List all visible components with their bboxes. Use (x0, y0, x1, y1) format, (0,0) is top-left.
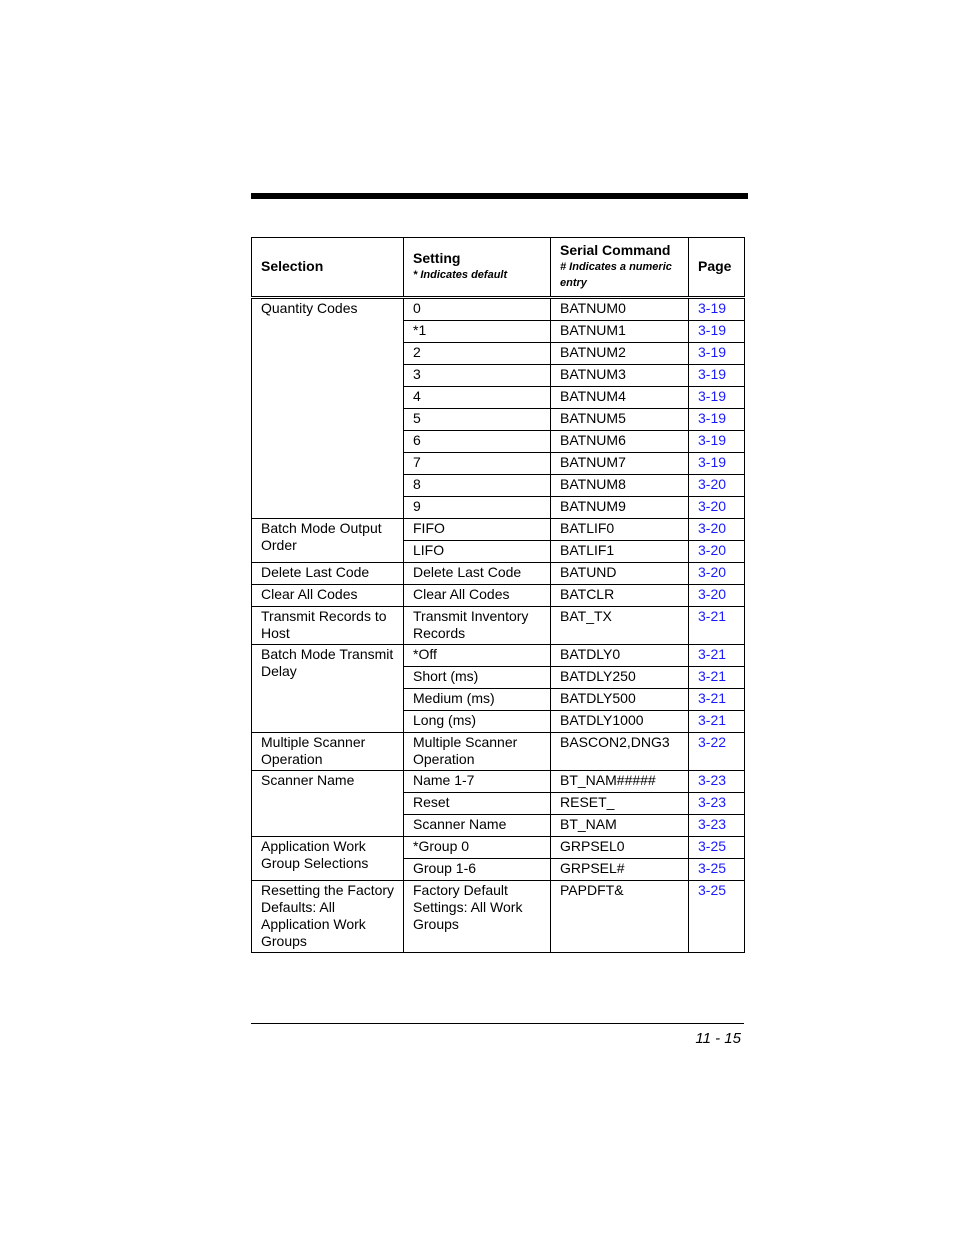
page-link[interactable]: 3-19 (698, 300, 727, 316)
page-link[interactable]: 3-21 (698, 690, 727, 706)
table-row (252, 733, 745, 771)
selection-cell: Scanner Name (252, 771, 404, 837)
setting-cell: 6 (404, 431, 551, 453)
page-cell (689, 645, 745, 667)
page-link[interactable]: 3-20 (698, 498, 727, 514)
serial-command-cell: BATDLY500 (551, 689, 689, 711)
serial-command-cell: BATCLR (551, 585, 689, 607)
page-link[interactable]: 3-19 (698, 322, 727, 338)
setting-cell: Short (ms) (404, 667, 551, 689)
setting-cell: 2 (404, 343, 551, 365)
selection-cell: Delete Last Code (252, 563, 404, 585)
header-serial-note: # Indicates a numeric entry (560, 261, 672, 289)
page-cell (689, 585, 745, 607)
table-row (252, 881, 745, 953)
page-link[interactable]: 3-22 (698, 734, 727, 750)
table-row (252, 837, 745, 859)
serial-command-cell: BATNUM8 (551, 475, 689, 497)
page-link[interactable]: 3-19 (698, 344, 727, 360)
serial-command-cell: BATUND (551, 563, 689, 585)
page-cell (689, 667, 745, 689)
page-link[interactable]: 3-25 (698, 838, 727, 854)
setting-cell: Transmit Inventory Records (404, 607, 551, 645)
page-link[interactable]: 3-21 (698, 646, 727, 662)
bottom-rule (251, 1023, 744, 1024)
page-link[interactable]: 3-21 (698, 668, 727, 684)
setting-cell: Multiple Scanner Operation (404, 733, 551, 771)
serial-command-cell: BATNUM5 (551, 409, 689, 431)
table-row (252, 519, 745, 541)
page-cell (689, 859, 745, 881)
serial-command-cell: BATNUM0 (551, 298, 689, 321)
page-cell (689, 771, 745, 793)
page-cell (689, 541, 745, 563)
setting-cell: Name 1-7 (404, 771, 551, 793)
page-cell (689, 837, 745, 859)
page-link[interactable]: 3-19 (698, 432, 727, 448)
serial-command-cell: BASCON2,DNG3 (551, 733, 689, 771)
page-cell (689, 298, 745, 321)
table-row (252, 585, 745, 607)
page-link[interactable]: 3-19 (698, 454, 727, 470)
page-cell (689, 519, 745, 541)
page-link[interactable]: 3-19 (698, 388, 727, 404)
page-link[interactable]: 3-19 (698, 410, 727, 426)
page-link[interactable]: 3-20 (698, 476, 727, 492)
page-cell (689, 343, 745, 365)
setting-cell: Group 1-6 (404, 859, 551, 881)
table-row (252, 298, 745, 321)
top-rule (251, 193, 748, 199)
selection-cell: Batch Mode Transmit Delay (252, 645, 404, 733)
page-cell (689, 881, 745, 953)
header-page: Page (689, 238, 745, 298)
selection-cell: Batch Mode Output Order (252, 519, 404, 563)
page-cell (689, 431, 745, 453)
header-setting: Setting * Indicates default (404, 238, 551, 298)
page-link[interactable]: 3-21 (698, 608, 727, 624)
selection-cell: Application Work Group Selections (252, 837, 404, 881)
page-cell (689, 793, 745, 815)
serial-command-cell: PAPDFT& (551, 881, 689, 953)
setting-cell: 0 (404, 298, 551, 321)
page-link[interactable]: 3-23 (698, 772, 727, 788)
serial-command-cell: BATNUM1 (551, 321, 689, 343)
selection-cell: Multiple Scanner Operation (252, 733, 404, 771)
serial-command-cell: BATNUM6 (551, 431, 689, 453)
serial-command-cell: BATLIF1 (551, 541, 689, 563)
page-link[interactable]: 3-19 (698, 366, 727, 382)
setting-cell: 5 (404, 409, 551, 431)
page-cell (689, 497, 745, 519)
serial-command-cell: BATNUM3 (551, 365, 689, 387)
serial-command-cell: GRPSEL0 (551, 837, 689, 859)
setting-cell: Clear All Codes (404, 585, 551, 607)
setting-cell: Reset (404, 793, 551, 815)
page-link[interactable]: 3-20 (698, 586, 727, 602)
serial-command-cell: GRPSEL# (551, 859, 689, 881)
setting-cell: Scanner Name (404, 815, 551, 837)
page-cell (689, 733, 745, 771)
page-link[interactable]: 3-20 (698, 520, 727, 536)
page-link[interactable]: 3-20 (698, 564, 727, 580)
serial-command-cell: BATNUM4 (551, 387, 689, 409)
page-cell (689, 711, 745, 733)
table-row (252, 771, 745, 793)
header-serial-command: Serial Command # Indicates a numeric entry (551, 238, 689, 298)
setting-cell: 3 (404, 365, 551, 387)
table-row (252, 607, 745, 645)
setting-cell: *Off (404, 645, 551, 667)
serial-command-cell: BATDLY250 (551, 667, 689, 689)
setting-cell: Medium (ms) (404, 689, 551, 711)
setting-cell: *1 (404, 321, 551, 343)
serial-command-cell: BAT_TX (551, 607, 689, 645)
serial-command-cell: BATDLY1000 (551, 711, 689, 733)
page-link[interactable]: 3-23 (698, 816, 727, 832)
setting-cell: FIFO (404, 519, 551, 541)
page-cell (689, 689, 745, 711)
page-cell (689, 607, 745, 645)
page-cell (689, 409, 745, 431)
serial-command-cell: RESET_ (551, 793, 689, 815)
page-cell (689, 815, 745, 837)
header-setting-note: * Indicates default (413, 269, 508, 281)
header-selection: Selection (252, 238, 404, 298)
setting-cell: 8 (404, 475, 551, 497)
serial-command-cell: BATNUM2 (551, 343, 689, 365)
setting-cell: *Group 0 (404, 837, 551, 859)
setting-cell: LIFO (404, 541, 551, 563)
page-link[interactable]: 3-25 (698, 882, 727, 898)
serial-command-cell: BT_NAM (551, 815, 689, 837)
page-link[interactable]: 3-23 (698, 794, 727, 810)
selection-cell: Clear All Codes (252, 585, 404, 607)
table-header-row (252, 238, 745, 298)
selection-cell: Quantity Codes (252, 298, 404, 519)
page-cell (689, 475, 745, 497)
serial-command-cell: BATNUM7 (551, 453, 689, 475)
serial-command-cell: BATDLY0 (551, 645, 689, 667)
table-row (252, 563, 745, 585)
page-link[interactable]: 3-20 (698, 542, 727, 558)
serial-command-cell: BT_NAM##### (551, 771, 689, 793)
serial-command-cell: BATNUM9 (551, 497, 689, 519)
setting-cell: Factory Default Settings: All Work Groups (404, 881, 551, 953)
page-cell (689, 453, 745, 475)
page-cell (689, 365, 745, 387)
selection-cell: Resetting the Factory Defaults: All Application Work Groups (252, 881, 404, 953)
table-body (252, 298, 745, 953)
page-link[interactable]: 3-21 (698, 712, 727, 728)
setting-cell: Long (ms) (404, 711, 551, 733)
setting-cell: Delete Last Code (404, 563, 551, 585)
page-cell (689, 387, 745, 409)
setting-cell: 7 (404, 453, 551, 475)
selection-cell: Transmit Records to Host (252, 607, 404, 645)
page-cell (689, 563, 745, 585)
serial-command-table (251, 237, 745, 953)
setting-cell: 9 (404, 497, 551, 519)
page-link[interactable]: 3-25 (698, 860, 727, 876)
page-number: 11 - 15 (695, 1030, 741, 1047)
page-cell (689, 321, 745, 343)
setting-cell: 4 (404, 387, 551, 409)
table-row (252, 645, 745, 667)
serial-command-cell: BATLIF0 (551, 519, 689, 541)
